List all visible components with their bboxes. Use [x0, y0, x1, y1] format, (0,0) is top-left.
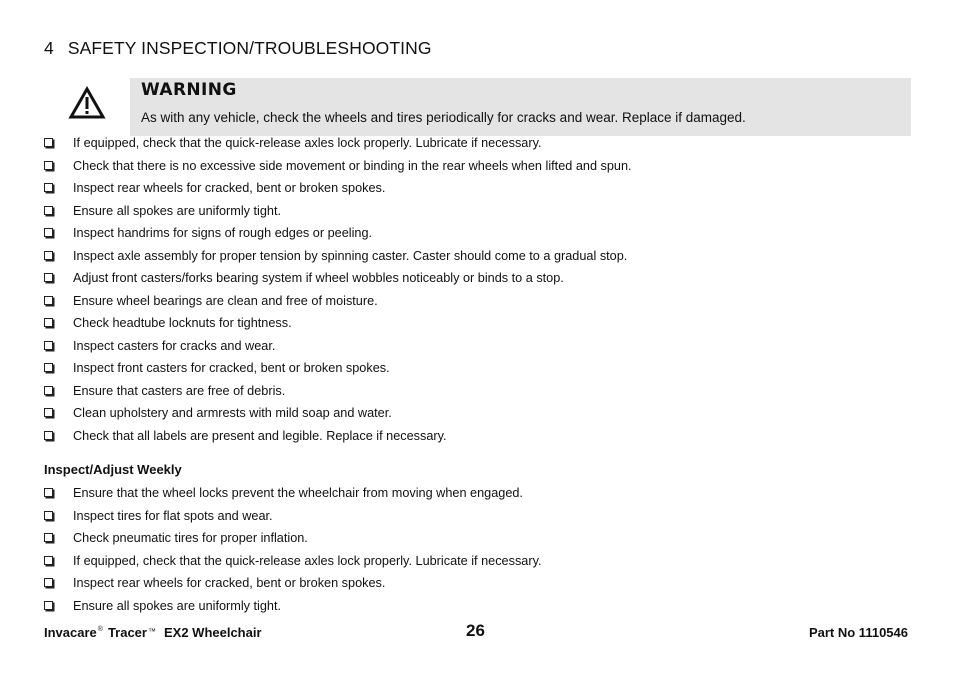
checklist-item-text: If equipped, check that the quick-release axles lock properly. Lubricate if necessary. — [73, 553, 542, 568]
checkbox-icon — [44, 601, 53, 610]
checkbox-icon — [44, 206, 53, 215]
checkbox-icon — [44, 138, 53, 147]
checkbox-icon — [44, 341, 53, 350]
footer-brand: Invacare — [44, 625, 97, 640]
footer-product — [44, 625, 262, 640]
checklist-item-text: Inspect rear wheels for cracked, bent or broken spokes. — [73, 576, 386, 590]
section-heading — [44, 38, 432, 59]
footer-product-name: Tracer — [107, 625, 147, 640]
page-number: 26 — [466, 621, 485, 640]
checkbox-icon — [44, 273, 53, 282]
checkbox-icon — [44, 408, 53, 417]
checkbox-icon — [44, 296, 53, 305]
checklist-item-text: Inspect casters for cracks and wear. — [73, 338, 276, 353]
checkbox-icon — [44, 578, 53, 587]
trademark-mark: ™ — [147, 627, 156, 636]
checklist-item-text: Ensure all spokes are uniformly tight. — [73, 203, 282, 218]
registered-mark: ® — [97, 626, 103, 633]
warning-title: WARNING — [141, 80, 237, 100]
warning-box — [130, 78, 911, 136]
section-title: SAFETY INSPECTION/TROUBLESHOOTING — [67, 38, 432, 58]
checklist-item-text: Check that all labels are present and legible. Replace if necessary. — [73, 428, 447, 443]
checkbox-icon — [44, 363, 53, 372]
checkbox-icon — [44, 318, 53, 327]
checkbox-icon — [44, 431, 53, 440]
checklist-item-text: Adjust front casters/forks bearing system if wheel wobbles noticeably or binds to a stop. — [73, 271, 564, 285]
checkbox-icon — [44, 556, 53, 565]
footer-part-number: Part No 1110546 — [808, 625, 908, 640]
weekly-heading: Inspect/Adjust Weekly — [44, 462, 182, 477]
checklist-item-text: Ensure wheel bearings are clean and free of moisture. — [73, 293, 378, 308]
checklist-item-text: Clean upholstery and armrests with mild soap and water. — [73, 406, 392, 420]
checkbox-icon — [44, 386, 53, 395]
checklist-item-text: Ensure that casters are free of debris. — [73, 383, 286, 398]
checklist-item-text: Check pneumatic tires for proper inflation. — [73, 531, 308, 545]
checkbox-icon — [44, 161, 53, 170]
checkbox-icon — [44, 228, 53, 237]
checklist-item-text: Inspect handrims for signs of rough edges or peeling. — [73, 226, 373, 240]
section-number: 4 — [44, 38, 54, 58]
checklist-item-text: Ensure all spokes are uniformly tight. — [73, 598, 282, 613]
checkbox-icon — [44, 183, 53, 192]
footer-model: EX2 Wheelchair — [163, 625, 262, 640]
warning-triangle-icon — [68, 86, 106, 120]
checkbox-icon — [44, 511, 53, 520]
checkbox-icon — [44, 488, 53, 497]
checklist-item-text: Check headtube locknuts for tightness. — [73, 316, 292, 330]
checklist-item-text: Ensure that the wheel locks prevent the wheelchair from moving when engaged. — [73, 486, 523, 500]
checklist-item-text: Check that there is no excessive side movement or binding in the rear wheels when lifted and spun. — [73, 158, 632, 173]
checklist-item-text: If equipped, check that the quick-release axles lock properly. Lubricate if necessary. — [73, 136, 542, 150]
checklist-item-text: Inspect tires for flat spots and wear. — [73, 508, 273, 523]
warning-text: As with any vehicle, check the wheels and tires periodically for cracks and wear. Replace if damaged. — [141, 110, 746, 125]
checkbox-icon — [44, 533, 53, 542]
checklist-item-text: Inspect rear wheels for cracked, bent or broken spokes. — [73, 181, 386, 195]
checkbox-icon — [44, 251, 53, 260]
checklist-item-text: Inspect axle assembly for proper tension by spinning caster. Caster should come to a gradual stop. — [73, 248, 628, 263]
checklist-item-text: Inspect front casters for cracked, bent or broken spokes. — [73, 361, 390, 375]
